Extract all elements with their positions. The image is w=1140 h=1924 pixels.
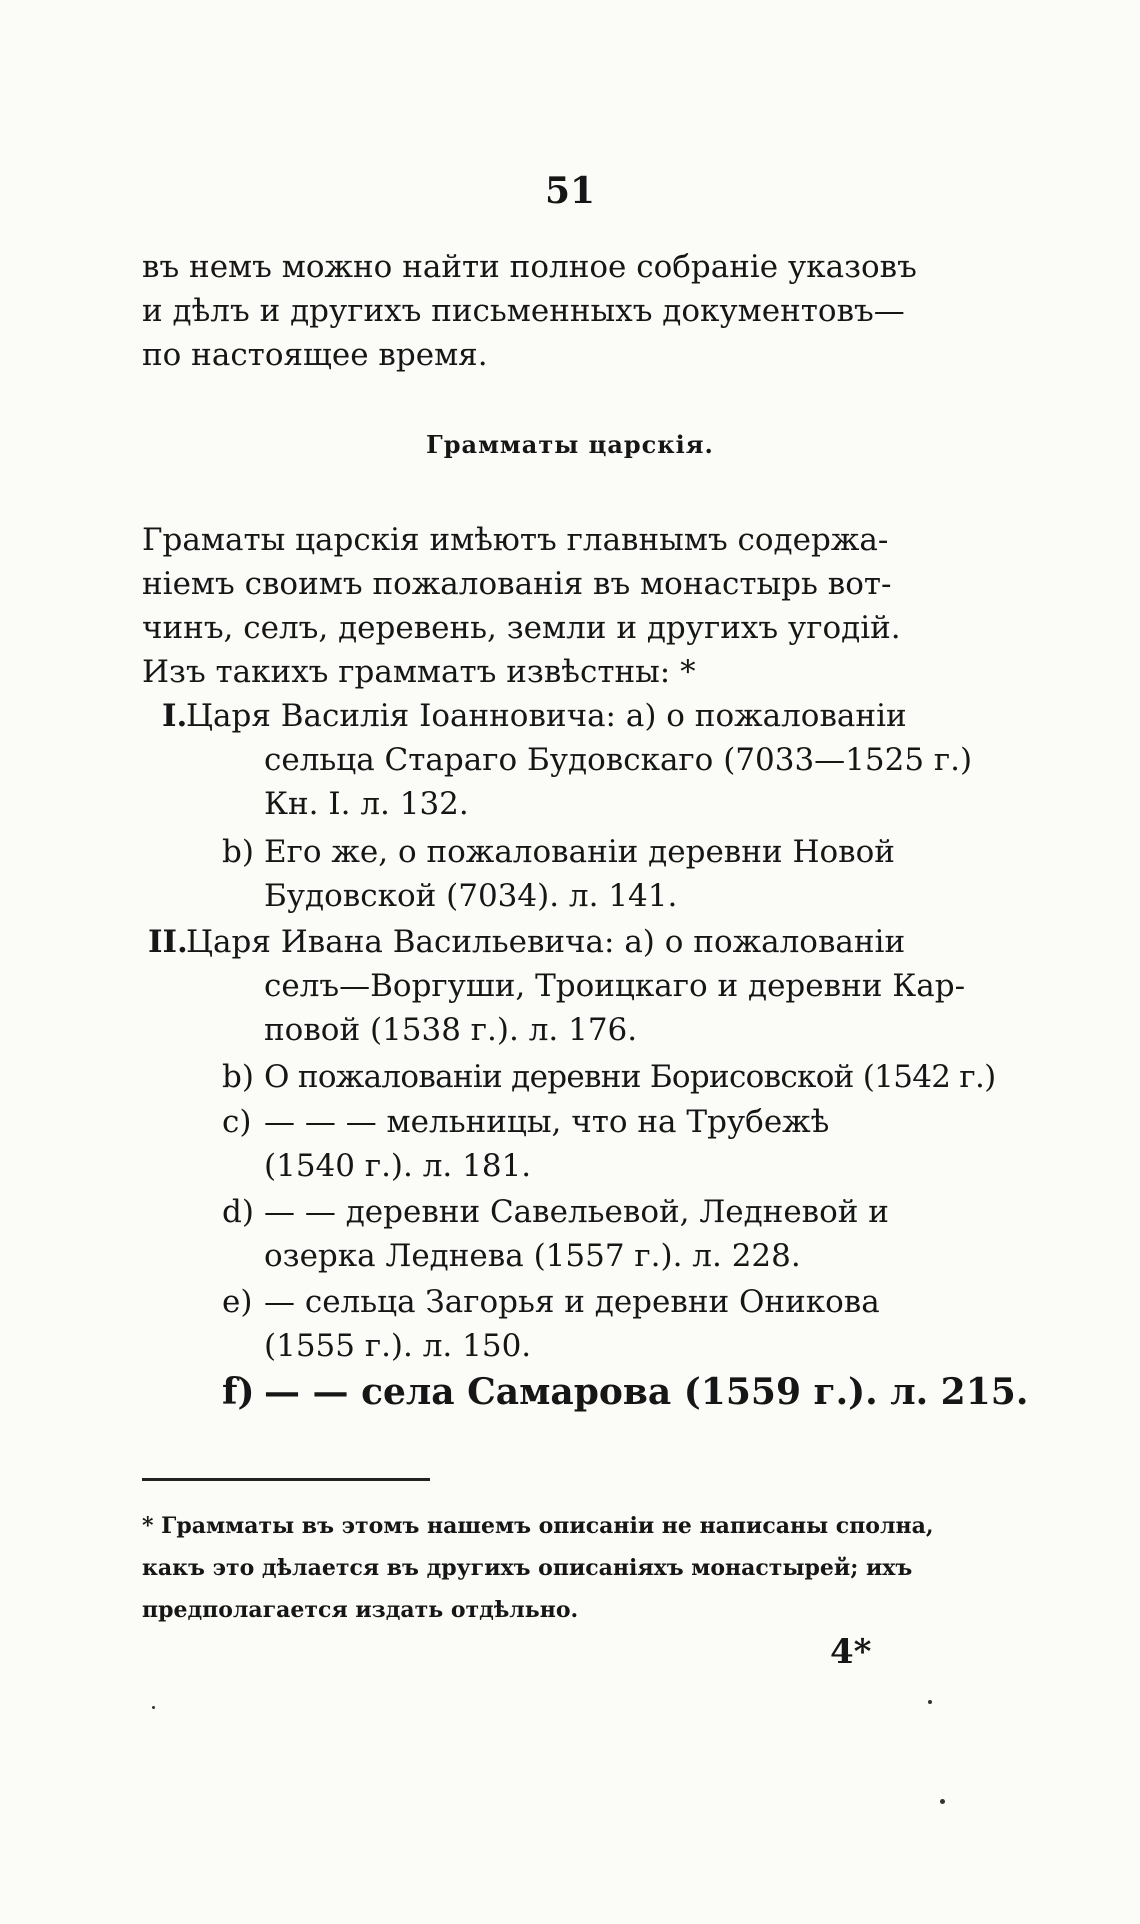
footnote-divider <box>142 1478 430 1481</box>
text-line: озерка Леднева (1557 г.). л. 228. <box>264 1238 801 1274</box>
intro-paragraph <box>142 518 960 694</box>
text-line: (1555 г.). л. 150. <box>264 1328 532 1364</box>
text-line: Изъ такихъ грамматъ извѣстны: * <box>142 654 696 690</box>
footnote <box>142 1505 960 1631</box>
entry-marker: c) <box>222 1104 252 1140</box>
entry-text <box>186 920 965 1052</box>
text-line: — сельца Загорья и деревни Оникова <box>264 1284 880 1320</box>
entry-text <box>264 1100 829 1188</box>
entry-text <box>186 694 972 826</box>
text-line: О пожалованіи деревни Борисовской (1542 г.) <box>264 1059 996 1095</box>
text-line: Царя Василія Іоанновича: а) о пожалованіи <box>186 698 907 734</box>
text-line: чинъ, селъ, деревень, земли и другихъ угодій. <box>142 610 901 646</box>
entry-marker: e) <box>222 1284 253 1320</box>
entry-marker: II. <box>148 924 188 960</box>
text-line: въ немъ можно найти полное собраніе указовъ <box>142 249 917 285</box>
text-line: Граматы царскія имѣютъ главнымъ содержа- <box>142 522 889 558</box>
page-number: 51 <box>544 170 596 212</box>
entry-text <box>264 1370 1028 1414</box>
scan-speck <box>940 1799 945 1804</box>
text-line: Кн. I. л. 132. <box>264 786 469 822</box>
text-line: Будовской (7034). л. 141. <box>264 878 678 914</box>
scan-speck <box>928 1700 932 1704</box>
entry-marker: I. <box>162 698 188 734</box>
entry-marker: b) <box>222 1059 254 1095</box>
text-line: Царя Ивана Васильевича: а) о пожалованіи <box>186 924 906 960</box>
entry-marker: d) <box>222 1194 254 1230</box>
footnote-line: предполагается издать отдѣльно. <box>142 1597 579 1623</box>
entry-marker: b) <box>222 834 254 870</box>
text-line: — — деревни Савельевой, Ледневой и <box>264 1194 889 1230</box>
footnote-line: какъ это дѣлается въ другихъ описаніяхъ монастырей; ихъ <box>142 1555 913 1581</box>
text-line: повой (1538 г.). л. 176. <box>264 1012 638 1048</box>
text-line: ніемъ своимъ пожалованія въ монастырь вот- <box>142 566 892 602</box>
scan-speck <box>152 1706 155 1709</box>
text-line: — — — мельницы, что на Трубежѣ <box>264 1104 830 1140</box>
text-line: — — села Самарова (1559 г.). л. 215. <box>264 1371 1029 1413</box>
entry-text <box>264 1190 889 1278</box>
text-line: (1540 г.). л. 181. <box>264 1148 532 1184</box>
signature-mark: 4* <box>830 1632 872 1672</box>
text-line: селъ—Воргуши, Троицкаго и деревни Кар- <box>264 968 966 1004</box>
text-line: сельца Стараго Будовскаго (7033—1525 г.) <box>264 742 973 778</box>
entry-marker: f) <box>222 1371 255 1413</box>
entry-text <box>264 830 895 918</box>
footnote-line: * Грамматы въ этомъ нашемъ описаніи не написаны сполна, <box>142 1513 934 1539</box>
section-heading: Грамматы царскія. <box>426 430 714 459</box>
text-line: по настоящее время. <box>142 337 488 373</box>
entry-text <box>264 1055 996 1099</box>
continuation-paragraph <box>142 245 960 377</box>
entry-text <box>264 1280 880 1368</box>
text-line: и дѣлъ и другихъ письменныхъ документовъ— <box>142 293 905 329</box>
text-line: Его же, о пожалованіи деревни Новой <box>264 834 895 870</box>
